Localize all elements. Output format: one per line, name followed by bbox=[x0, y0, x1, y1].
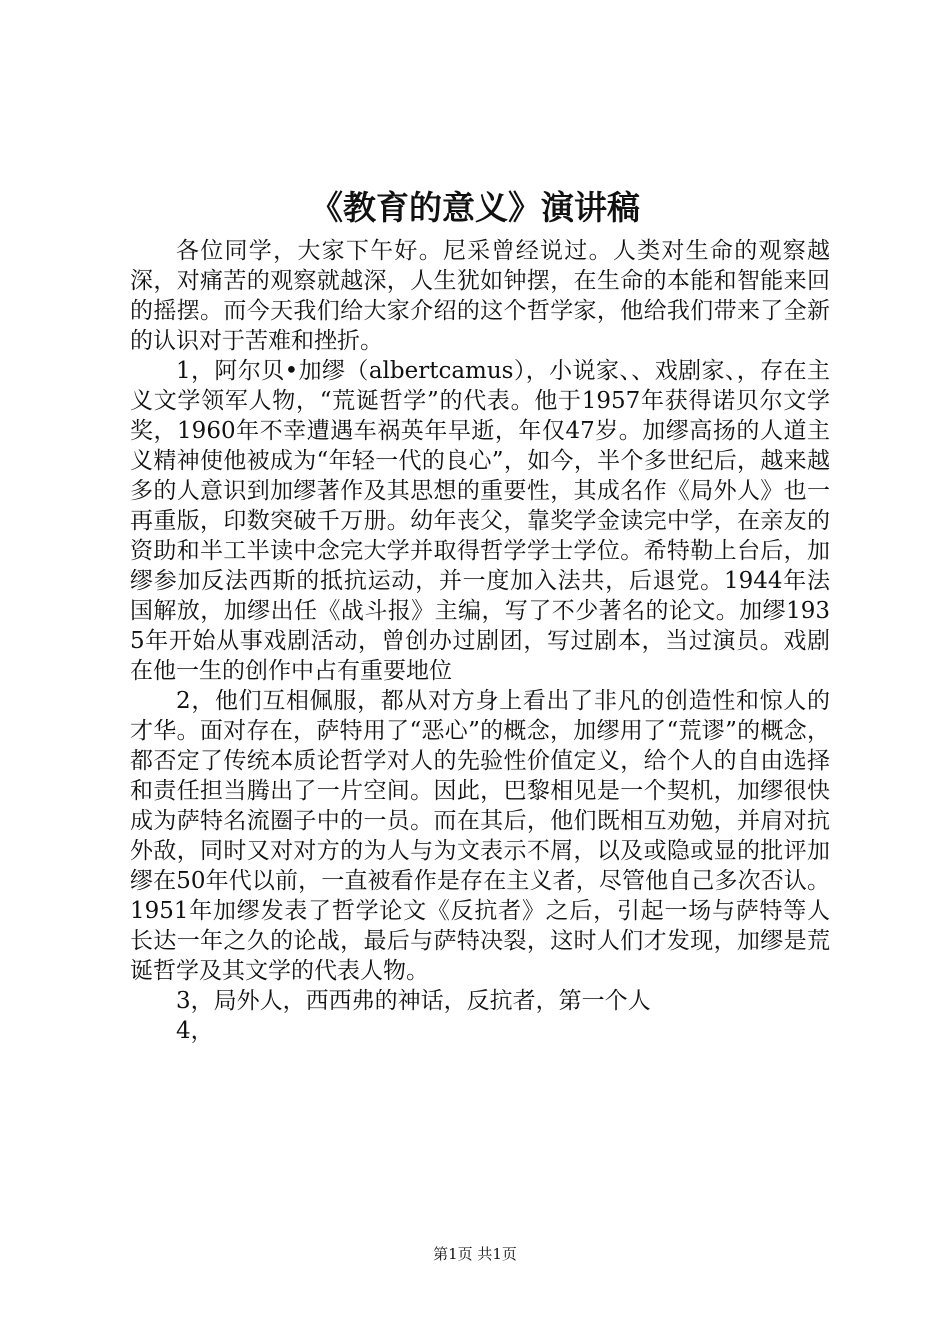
paragraph-4: 4， bbox=[176, 1018, 214, 1044]
page-footer: 第1页 共1页 bbox=[433, 1245, 517, 1263]
page-title: 《教育的意义》演讲稿 bbox=[310, 188, 640, 227]
paragraph-intro: 各位同学，大家下午好。尼采曾经说过。人类对生命的观察越深，对痛苦的观察就越深，人生犹如钟摆，在生命的本能和智能来回的摇摆。而今天我们给大家介绍的这个哲学家，他给我们带来了全新的认识对于苦难和挫折。 bbox=[130, 238, 830, 354]
paragraph-2: 2，他们互相佩服，都从对方身上看出了非凡的创造性和惊人的才华。面对存在，萨特用了“恶心”的概念，加缪用了“荒谬”的概念，都否定了传统本质论哲学对人的先验性价值定义，给个人的自由选择和责任担当腾出了一片空间。因此，巴黎相见是一个契机，加缪很快成为萨特名流圈子中的一员。而在其后，他们既相互劝勉，并肩对抗外敌，同时又对对方的为人与为文表示不屑，以及或隐或显的批评加缪在50年代以前，一直被看作是存在主义者，尽管他自己多次否认。1951年加缪发表了哲学论文《反抗者》之后，引起一场与萨特等人长达一年之久的论战，最后与萨特决裂，这时人们才发现，加缪是荒诞哲学及其文学的代表人物。 bbox=[130, 688, 830, 984]
paragraph-3: 3，局外人，西西弗的神话，反抗者，第一个人 bbox=[176, 988, 651, 1014]
document-body bbox=[130, 236, 830, 1046]
paragraph-1: 1，阿尔贝•加缪（albertcamus），小说家、、戏剧家、，存在主义文学领军人物，“荒诞哲学”的代表。他于1957年获得诺贝尔文学奖，1960年不幸遭遇车祸英年早逝，年仅47岁。加缪高扬的人道主义精神使他被成为“年轻一代的良心”，如今，半个多世纪后，越来越多的人意识到加缪著作及其思想的重要性，其成名作《局外人》也一再重版，印数突破千万册。幼年丧父，靠奖学金读完中学，在亲友的资助和半工半读中念完大学并取得哲学学士学位。希特勒上台后，加缪参加反法西斯的抵抗运动，并一度加入法共，后退党。1944年法国解放，加缪出任《战斗报》主编，写了不少著名的论文。加缪1935年开始从事戏剧活动，曾创办过剧团，写过剧本，当过演员。戏剧在他一生的创作中占有重要地位 bbox=[130, 358, 830, 684]
